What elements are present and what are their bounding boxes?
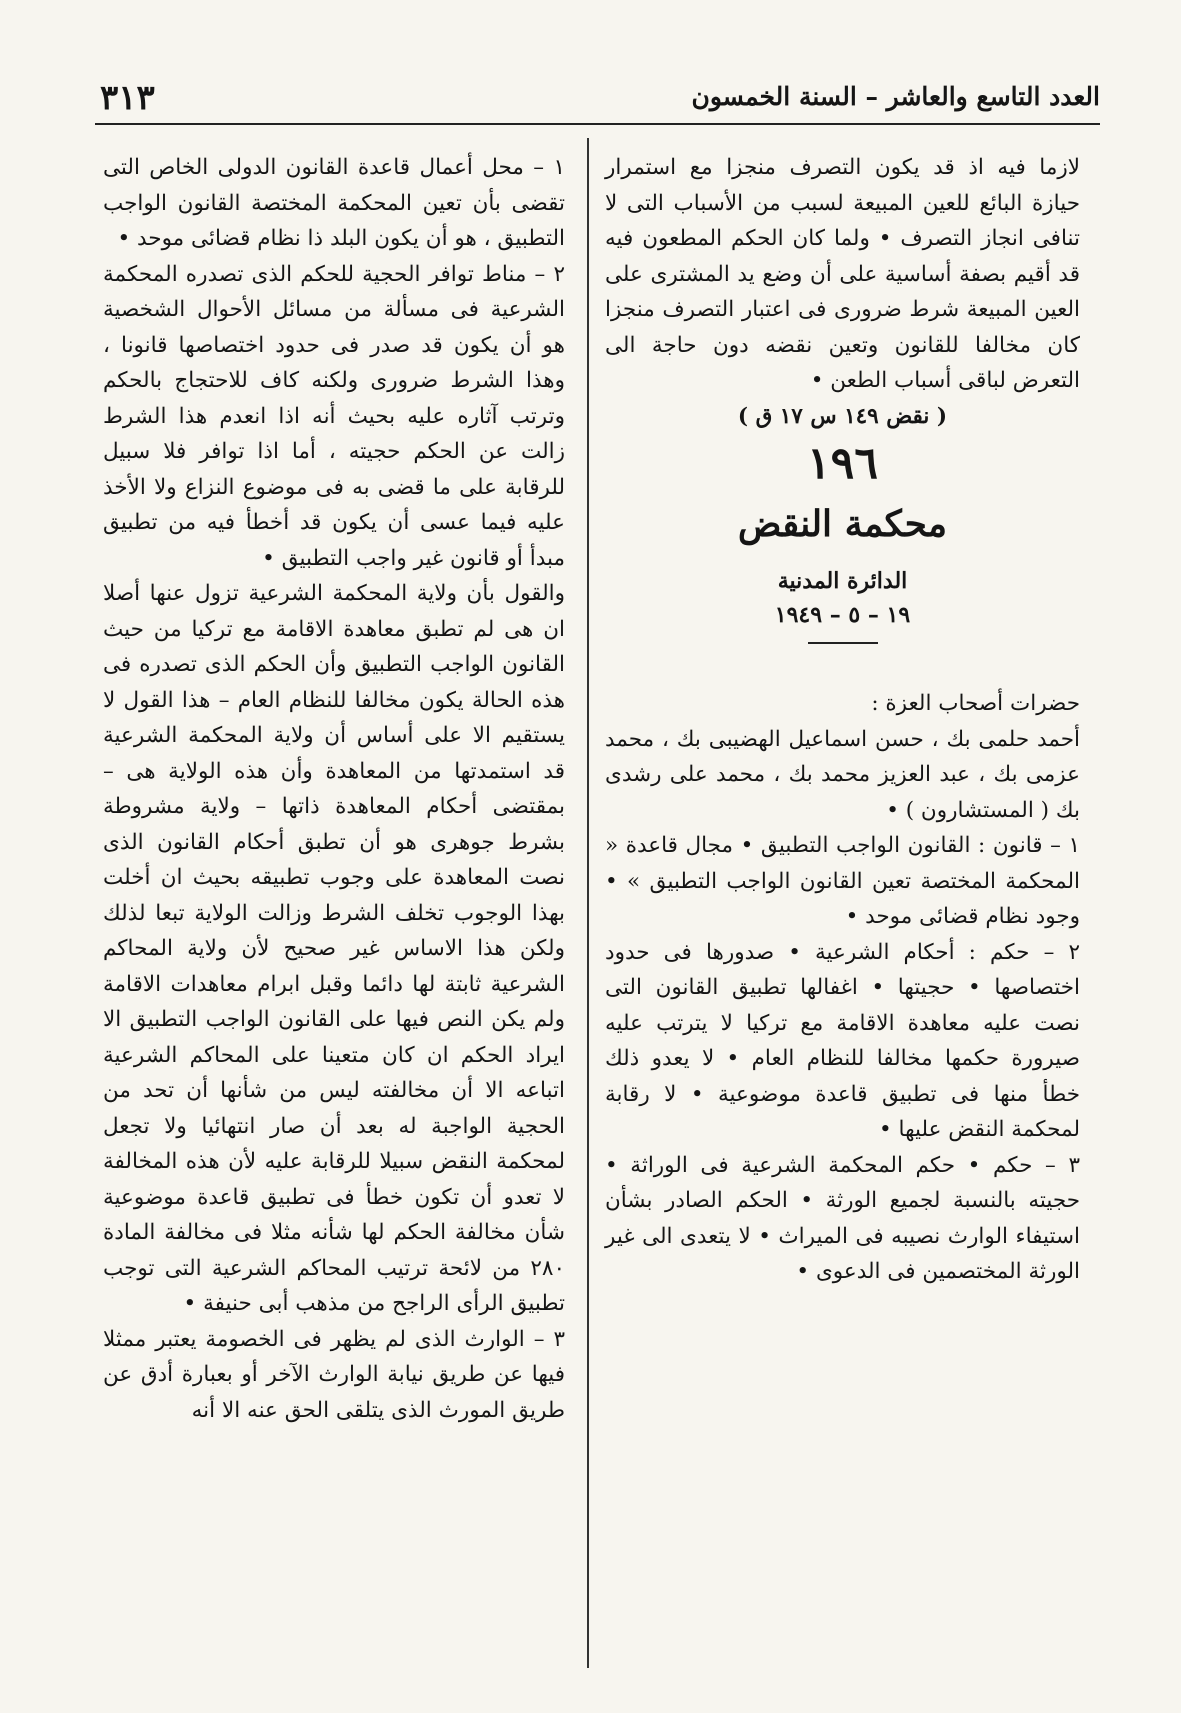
headnote: ٣ – حكم • حكم المحكمة الشرعية فى الوراثة • حجيته بالنسبة لجميع الورثة • الحكم الصادر بشأن استيفاء الوارث نصيبه فى الميراث • لا يتعدى الى غير الورثة المختصمين فى الدعوى • xyxy=(605,1152,1080,1284)
left-column xyxy=(103,150,565,1428)
headnote: ١ – قانون : القانون الواجب التطبيق • مجال قاعدة « المحكمة المختصة تعين القانون الواجب التطبيق » • وجود نظام قضائى موحد • xyxy=(605,833,1080,929)
citation: ( نقض ١٤٩ س ١٧ ق ) xyxy=(737,403,948,429)
body-paragraph: ٢ – مناط توافر الحجية للحكم الذى تصدره المحكمة الشرعية فى مسألة من مسائل الأحوال الشخصية هو أن يكون قد صدر فى حدود اختصاصها قانونا ، وهذا الشرط ضرورى ولكنه كاف للاحتجاج بالحكم وترتب آثاره عليه بحيث أنه اذا انعدم هذا الشرط زالت عن الحكم حجيته ، أما اذا توافر فلا سبيل للرقابة على ما قضى به فى موضوع النزاع ولا الأخذ عليه فيما عسى أن يكون قد أخطأ فيه من تطبيق مبدأ أو قانون غير واجب التطبيق • xyxy=(103,261,565,571)
page-number: ٣١٣ xyxy=(100,78,155,118)
judges-list: أحمد حلمى بك ، حسن اسماعيل الهضيبى بك ، محمد عزمى بك ، عبد العزيز محمد بك ، محمد على رشدى بك ( المستشارون ) • xyxy=(605,726,1080,823)
running-title: العدد التاسع والعاشر – السنة الخمسون xyxy=(691,82,1100,111)
column-divider xyxy=(587,138,589,1668)
decision-date: ١٩ – ٥ – ١٩٤٩ xyxy=(774,602,911,628)
court-name: محكمة النقض xyxy=(737,503,948,545)
headnote: ٢ – حكم : أحكام الشرعية • صدورها فى حدود اختصاصها • حجيتها • اغفالها تطبيق القانون التى نصت عليه معاهدة الاقامة مع تركيا لا يترتب عليه صيرورة حكمها مخالفا للنظام العام • لا يعدو ذلك خطأ منها فى تطبيق قاعدة موضوعية • لا رقابة لمحكمة النقض عليها • xyxy=(605,939,1080,1142)
body-paragraph: ١ – محل أعمال قاعدة القانون الدولى الخاص التى تقضى بأن تعين المحكمة المختصة القانون الواجب التطبيق ، هو أن يكون البلد ذا نظام قضائى موحد • xyxy=(103,155,565,251)
page-header xyxy=(100,78,1100,122)
header-rule xyxy=(95,123,1100,125)
section-rule xyxy=(808,642,878,644)
right-column xyxy=(605,150,1080,1290)
judges-heading: حضرات أصحاب العزة : xyxy=(871,691,1080,716)
case-number: ١٩٦ xyxy=(807,438,878,489)
continuation-paragraph: لازما فيه اذ قد يكون التصرف منجزا مع استمرار حيازة البائع للعين المبيعة لسبب من الأسباب التى لا تنافى انجاز التصرف • ولما كان الحكم المطعون فيه قد أقيم بصفة أساسية على أن وضع يد المشترى على العين المبيعة شرط ضرورى فى اعتبار التصرف منجزا كان مخالفا للقانون وتعين نقضه دون حاجة الى التعرض لباقى أسباب الطعن • xyxy=(605,155,1080,393)
body-paragraph: والقول بأن ولاية المحكمة الشرعية تزول عنها أصلا ان هى لم تطبق معاهدة الاقامة مع تركيا من حيث القانون الواجب التطبيق وأن الحكم الذى تصدره فى هذه الحالة يكون مخالفا للنظام العام – هذا القول لا يستقيم الا على أساس أن ولاية المحكمة الشرعية قد استمدتها من المعاهدة وأن هذه الولاية هى – بمقتضى أحكام المعاهدة ذاتها – ولاية مشروطة بشرط جوهرى هو أن تطبق أحكام القانون الذى نصت المعاهدة على وجوب تطبيقه بحيث ان أخلت بهذا الوجوب تخلف الشرط وزالت الولاية تبعا لذلك ولكن هذا الاساس غير صحيح لأن ولاية المحاكم الشرعية ثابتة لها دائما وقبل ابرام معاهدات الاقامة ولم يكن النص فيها على القانون الواجب التطبيق الا ايراد الحكم ان كان متعينا على المحاكم الشرعية اتباعه الا أن مخالفته ليس من شأنها أن تحد من الحجية الواجبة له بعد أن صار انتهائيا ولا تجعل لمحكمة النقض سبيلا للرقابة عليه لأن هذه المخالفة لا تعدو أن تكون خطأ فى تطبيق قاعدة موضوعية شأن مخالفة الحكم لها شأنه مثلا فى مخالفة المادة ٢٨٠ من لائحة ترتيب المحاكم الشرعية التى توجب تطبيق الرأى الراجح من مذهب أبى حنيفة • xyxy=(103,581,565,1316)
body-paragraph: ٣ – الوارث الذى لم يظهر فى الخصومة يعتبر ممثلا فيها عن طريق نيابة الوارث الآخر أو بعبارة أدق عن طريق المورث الذى يتلقى الحق عنه الا أنه xyxy=(103,1326,565,1423)
circuit-name: الدائرة المدنية xyxy=(777,568,908,594)
